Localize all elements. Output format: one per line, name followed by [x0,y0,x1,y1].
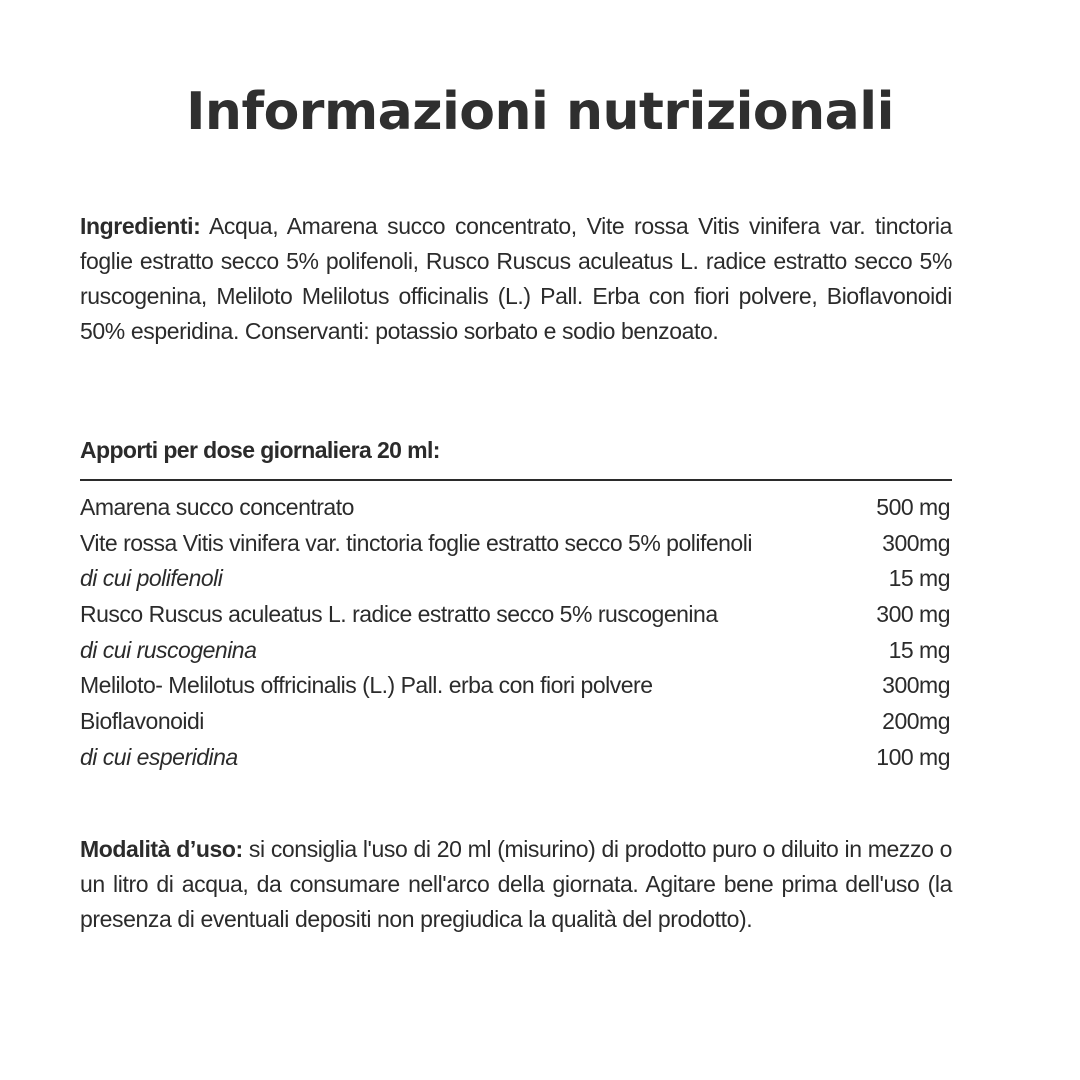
table-row [80,494,950,530]
table-row [80,530,950,566]
page-title: Informazioni nutrizionali [186,82,894,142]
row-amount: 500 mg [876,494,950,520]
row-amount: 300 mg [876,601,950,628]
table-subrow [80,637,950,673]
usage-paragraph [80,832,952,937]
row-name: di cui ruscogenina [80,636,257,663]
nutrition-table [80,494,950,780]
table-row [80,708,950,744]
row-name: di cui esperidina [80,743,238,770]
row-name: Amarena succo concentrato [80,494,354,520]
ingredients-paragraph [80,209,952,349]
table-row [80,601,950,637]
table-row [80,672,950,708]
table-divider [80,479,952,481]
daily-dose-heading: Apporti per dose giornaliera 20 ml: [80,437,440,463]
ingredients-label: Ingredienti: [80,213,201,239]
usage-text: si consiglia l'uso di 20 ml (misurino) di prodotto puro o diluito in mezzo o un litro di acqua, da consumare nell'arco della giornata. Agitare bene prima dell'uso (la presenza di eventuali depositi non pregiudica la qualità del prodotto). [80,836,952,932]
row-amount: 300mg [882,529,950,556]
row-name: di cui polifenoli [80,565,223,592]
row-name: Bioflavonoidi [80,708,204,735]
table-subrow [80,565,950,601]
row-amount: 15 mg [888,636,950,663]
row-amount: 100 mg [876,743,950,770]
usage-label: Modalità d’uso: [80,836,243,862]
row-amount: 200mg [882,708,950,735]
row-name: Meliloto- Melilotus offricinalis (L.) Pall. erba con fiori polvere [80,672,653,699]
ingredients-text: Acqua, Amarena succo concentrato, Vite rossa Vitis vinifera var. tinctoria foglie estratto secco 5% polifenoli, Rusco Ruscus aculeatus L. radice estratto secco 5% ruscogenina, Meliloto Melilotus officinalis (L.) Pall. Erba con fiori polvere, Bioflavonoidi 50% esperidina. Conservanti: potassio sorbato e sodio benzoato. [80,213,952,344]
table-subrow [80,744,950,780]
row-amount: 300mg [882,672,950,699]
row-name: Vite rossa Vitis vinifera var. tinctoria foglie estratto secco 5% polifenoli [80,529,752,556]
row-amount: 15 mg [888,565,950,592]
row-name: Rusco Ruscus aculeatus L. radice estratto secco 5% ruscogenina [80,601,718,628]
